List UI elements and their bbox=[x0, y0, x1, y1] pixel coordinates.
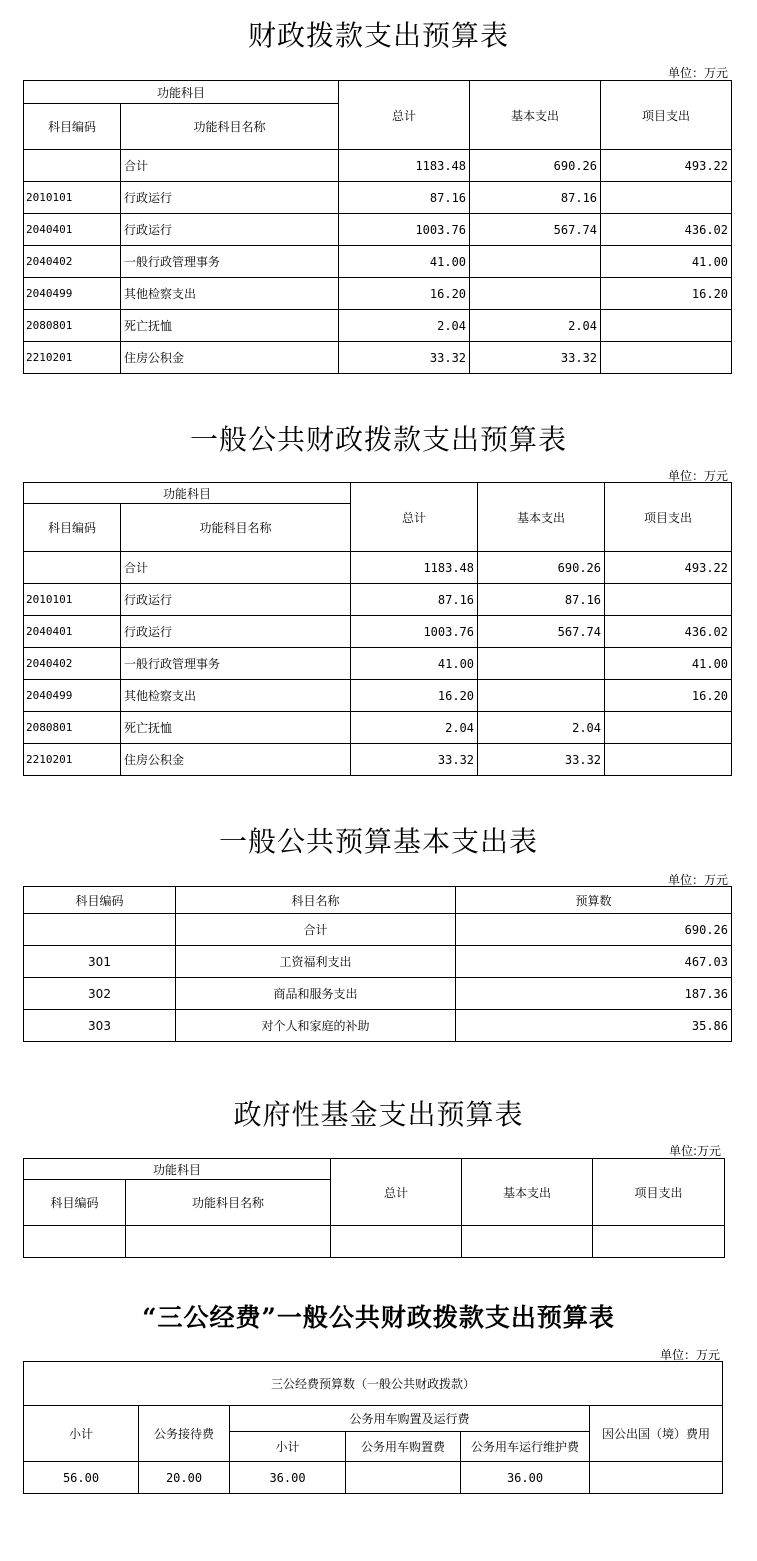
table-row bbox=[24, 310, 732, 342]
cell-abroad bbox=[590, 1462, 723, 1494]
cell-basic bbox=[470, 278, 601, 310]
cell-name: 住房公积金 bbox=[121, 342, 339, 374]
cell-code: 2040402 bbox=[24, 246, 121, 278]
header-code: 科目编码 bbox=[24, 887, 176, 914]
cell-reception: 20.00 bbox=[139, 1462, 230, 1494]
cell-code bbox=[24, 1226, 126, 1258]
cell-total: 1003.76 bbox=[339, 214, 470, 246]
table-row bbox=[24, 182, 732, 214]
cell-name: 一般行政管理事务 bbox=[121, 246, 339, 278]
header-vehicle-subtotal: 小计 bbox=[230, 1432, 346, 1462]
cell-total: 41.00 bbox=[351, 648, 478, 680]
cell-total: 16.20 bbox=[339, 278, 470, 310]
cell-name: 对个人和家庭的补助 bbox=[176, 1010, 456, 1042]
cell-project bbox=[601, 342, 732, 374]
cell-name: 工资福利支出 bbox=[176, 946, 456, 978]
cell-code: 2010101 bbox=[24, 584, 121, 616]
cell-code: 303 bbox=[24, 1010, 176, 1042]
cell-basic: 87.16 bbox=[470, 182, 601, 214]
header-top: 三公经费预算数（一般公共财政拨款） bbox=[24, 1362, 723, 1406]
cell-name: 行政运行 bbox=[121, 182, 339, 214]
header-project: 项目支出 bbox=[601, 81, 732, 150]
cell-project bbox=[605, 744, 732, 776]
cell-basic: 690.26 bbox=[478, 552, 605, 584]
table4-title: 政府性基金支出预算表 bbox=[233, 1098, 524, 1131]
table-row bbox=[24, 978, 732, 1010]
header-name: 功能科目名称 bbox=[121, 504, 351, 552]
table4-unit: 单位:万元 bbox=[668, 1144, 721, 1158]
cell-subtotal: 56.00 bbox=[24, 1462, 139, 1494]
cell-project: 436.02 bbox=[601, 214, 732, 246]
cell-total: 2.04 bbox=[339, 310, 470, 342]
cell-code: 2040402 bbox=[24, 648, 121, 680]
cell-project bbox=[601, 182, 732, 214]
cell-amount: 690.26 bbox=[456, 914, 732, 946]
cell-project: 16.20 bbox=[601, 278, 732, 310]
cell-code: 2040401 bbox=[24, 214, 121, 246]
header-vehicle-group: 公务用车购置及运行费 bbox=[230, 1406, 590, 1432]
header-project: 项目支出 bbox=[593, 1159, 725, 1226]
cell-code bbox=[24, 552, 121, 584]
header-group: 功能科目 bbox=[24, 81, 339, 104]
cell-total: 16.20 bbox=[351, 680, 478, 712]
header-amount: 预算数 bbox=[456, 887, 732, 914]
header-name: 功能科目名称 bbox=[126, 1180, 331, 1226]
table-row bbox=[24, 648, 732, 680]
table-row bbox=[24, 914, 732, 946]
cell-basic: 567.74 bbox=[478, 616, 605, 648]
header-total: 总计 bbox=[339, 81, 470, 150]
cell-code: 2080801 bbox=[24, 310, 121, 342]
cell-total: 87.16 bbox=[339, 182, 470, 214]
cell-basic: 33.32 bbox=[478, 744, 605, 776]
table-row bbox=[24, 946, 732, 978]
cell-project: 41.00 bbox=[601, 246, 732, 278]
header-basic: 基本支出 bbox=[478, 483, 605, 552]
cell-vehicle-purchase bbox=[346, 1462, 461, 1494]
table-row bbox=[24, 246, 732, 278]
header-code: 科目编码 bbox=[24, 504, 121, 552]
cell-total: 2.04 bbox=[351, 712, 478, 744]
table3 bbox=[23, 886, 732, 1042]
cell-code: 302 bbox=[24, 978, 176, 1010]
header-total: 总计 bbox=[331, 1159, 462, 1226]
table-row bbox=[24, 712, 732, 744]
cell-project: 493.22 bbox=[605, 552, 732, 584]
cell-project bbox=[593, 1226, 725, 1258]
cell-name: 行政运行 bbox=[121, 584, 351, 616]
cell-name: 死亡抚恤 bbox=[121, 310, 339, 342]
cell-amount: 187.36 bbox=[456, 978, 732, 1010]
table1-title: 财政拨款支出预算表 bbox=[247, 19, 509, 52]
cell-code: 301 bbox=[24, 946, 176, 978]
cell-total: 33.32 bbox=[351, 744, 478, 776]
cell-project bbox=[601, 310, 732, 342]
cell-basic: 33.32 bbox=[470, 342, 601, 374]
cell-code bbox=[24, 914, 176, 946]
table5-unit: 单位：万元 bbox=[659, 1348, 720, 1362]
table5-title: “三公经费”一般公共财政拨款支出预算表 bbox=[142, 1303, 615, 1332]
cell-code: 2040499 bbox=[24, 680, 121, 712]
table-row bbox=[24, 552, 732, 584]
cell-name: 住房公积金 bbox=[121, 744, 351, 776]
table-row bbox=[24, 1226, 725, 1258]
cell-project: 16.20 bbox=[605, 680, 732, 712]
cell-basic bbox=[462, 1226, 593, 1258]
cell-name: 合计 bbox=[176, 914, 456, 946]
table4 bbox=[23, 1158, 725, 1258]
table1-unit: 单位：万元 bbox=[667, 66, 728, 80]
cell-total bbox=[331, 1226, 462, 1258]
header-reception: 公务接待费 bbox=[139, 1406, 230, 1462]
table-row bbox=[24, 1010, 732, 1042]
header-name: 功能科目名称 bbox=[121, 104, 339, 150]
cell-name: 商品和服务支出 bbox=[176, 978, 456, 1010]
cell-total: 1003.76 bbox=[351, 616, 478, 648]
header-subtotal: 小计 bbox=[24, 1406, 139, 1462]
header-abroad: 因公出国（境）费用 bbox=[590, 1406, 723, 1462]
cell-project: 41.00 bbox=[605, 648, 732, 680]
table-row bbox=[24, 744, 732, 776]
cell-total: 87.16 bbox=[351, 584, 478, 616]
table-row bbox=[24, 214, 732, 246]
header-name: 科目名称 bbox=[176, 887, 456, 914]
cell-project bbox=[605, 712, 732, 744]
cell-total: 41.00 bbox=[339, 246, 470, 278]
cell-total: 1183.48 bbox=[351, 552, 478, 584]
header-total: 总计 bbox=[351, 483, 478, 552]
cell-project: 436.02 bbox=[605, 616, 732, 648]
cell-amount: 35.86 bbox=[456, 1010, 732, 1042]
header-project: 项目支出 bbox=[605, 483, 732, 552]
cell-project: 493.22 bbox=[601, 150, 732, 182]
header-vehicle-operation: 公务用车运行维护费 bbox=[461, 1432, 590, 1462]
cell-code bbox=[24, 150, 121, 182]
cell-name: 死亡抚恤 bbox=[121, 712, 351, 744]
cell-basic bbox=[470, 246, 601, 278]
cell-basic: 2.04 bbox=[470, 310, 601, 342]
cell-code: 2080801 bbox=[24, 712, 121, 744]
cell-code: 2010101 bbox=[24, 182, 121, 214]
cell-name: 其他检察支出 bbox=[121, 278, 339, 310]
cell-basic: 690.26 bbox=[470, 150, 601, 182]
table-row bbox=[24, 1462, 723, 1494]
cell-total: 1183.48 bbox=[339, 150, 470, 182]
cell-name: 合计 bbox=[121, 150, 339, 182]
table-row bbox=[24, 150, 732, 182]
header-code: 科目编码 bbox=[24, 1180, 126, 1226]
cell-code: 2040401 bbox=[24, 616, 121, 648]
header-basic: 基本支出 bbox=[470, 81, 601, 150]
table-row bbox=[24, 616, 732, 648]
table3-unit: 单位：万元 bbox=[667, 873, 728, 887]
cell-project bbox=[605, 584, 732, 616]
header-basic: 基本支出 bbox=[462, 1159, 593, 1226]
table-row bbox=[24, 342, 732, 374]
cell-name: 合计 bbox=[121, 552, 351, 584]
header-vehicle-purchase: 公务用车购置费 bbox=[346, 1432, 461, 1462]
table2 bbox=[23, 482, 732, 776]
table2-unit: 单位：万元 bbox=[667, 469, 728, 483]
cell-basic: 87.16 bbox=[478, 584, 605, 616]
table5 bbox=[23, 1361, 723, 1494]
cell-code: 2040499 bbox=[24, 278, 121, 310]
table-row bbox=[24, 584, 732, 616]
cell-basic bbox=[478, 648, 605, 680]
header-group: 功能科目 bbox=[24, 1159, 331, 1180]
table3-title: 一般公共预算基本支出表 bbox=[218, 825, 538, 858]
table1 bbox=[23, 80, 732, 374]
cell-name: 一般行政管理事务 bbox=[121, 648, 351, 680]
table2-title: 一般公共财政拨款支出预算表 bbox=[189, 423, 567, 456]
header-code: 科目编码 bbox=[24, 104, 121, 150]
cell-basic: 567.74 bbox=[470, 214, 601, 246]
cell-amount: 467.03 bbox=[456, 946, 732, 978]
cell-vehicle-operation: 36.00 bbox=[461, 1462, 590, 1494]
cell-name bbox=[126, 1226, 331, 1258]
cell-basic bbox=[478, 680, 605, 712]
cell-name: 行政运行 bbox=[121, 616, 351, 648]
cell-basic: 2.04 bbox=[478, 712, 605, 744]
cell-vehicle-subtotal: 36.00 bbox=[230, 1462, 346, 1494]
cell-code: 2210201 bbox=[24, 342, 121, 374]
cell-name: 行政运行 bbox=[121, 214, 339, 246]
cell-code: 2210201 bbox=[24, 744, 121, 776]
header-group: 功能科目 bbox=[24, 483, 351, 504]
cell-total: 33.32 bbox=[339, 342, 470, 374]
table-row bbox=[24, 278, 732, 310]
table-row bbox=[24, 680, 732, 712]
cell-name: 其他检察支出 bbox=[121, 680, 351, 712]
